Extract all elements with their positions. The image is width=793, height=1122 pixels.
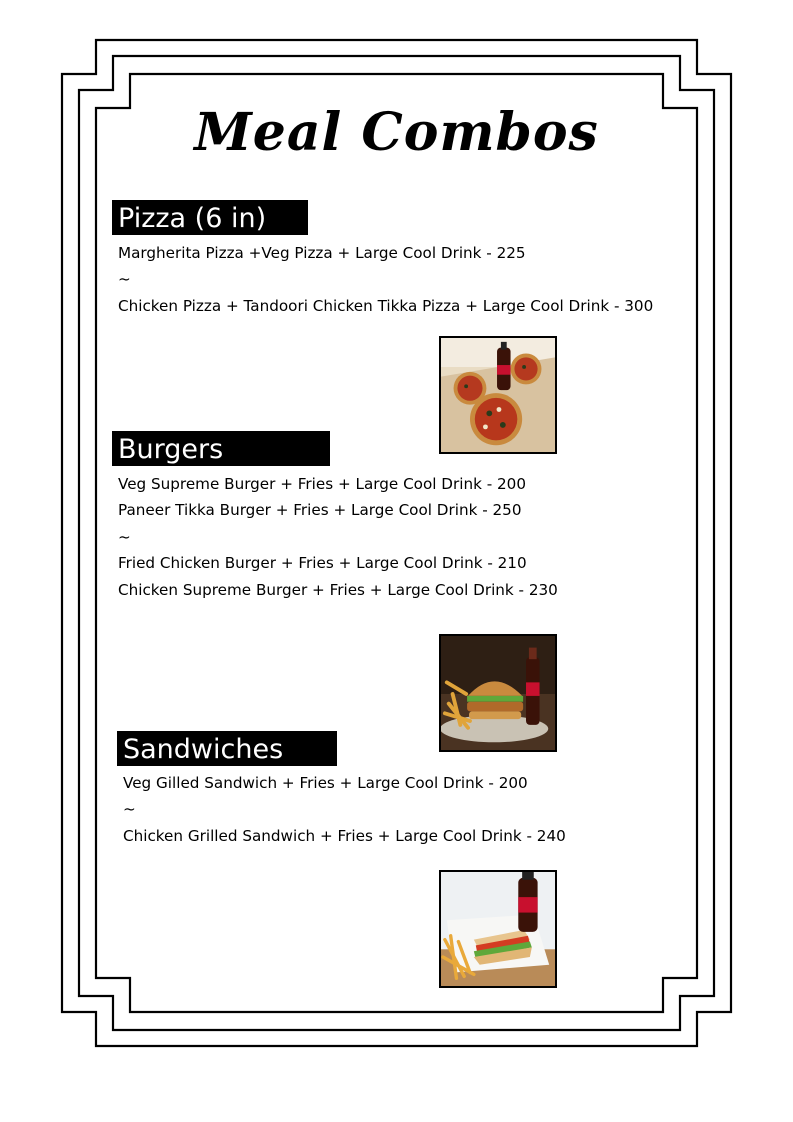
menu-item: Veg Supreme Burger + Fries + Large Cool Drink - 200 bbox=[118, 475, 527, 493]
menu-item: Veg Gilled Sandwich + Fries + Large Cool Drink - 200 bbox=[123, 774, 528, 792]
section-heading-burgers: Burgers bbox=[112, 431, 330, 466]
pizza-combo-photo bbox=[439, 336, 557, 454]
section-heading-pizza: Pizza (6 in) bbox=[112, 200, 308, 235]
menu-item: Margherita Pizza +Veg Pizza + Large Cool Drink - 225 bbox=[118, 244, 526, 262]
menu-separator: ~ bbox=[118, 270, 131, 288]
sandwich-combo-photo bbox=[439, 870, 557, 988]
burger-combo-photo bbox=[439, 634, 557, 752]
menu-separator: ~ bbox=[118, 528, 131, 546]
page-title: Meal Combos bbox=[194, 102, 599, 163]
menu-item: Chicken Grilled Sandwich + Fries + Large Cool Drink - 240 bbox=[123, 827, 566, 845]
menu-item: Paneer Tikka Burger + Fries + Large Cool Drink - 250 bbox=[118, 501, 522, 519]
menu-item: Chicken Pizza + Tandoori Chicken Tikka Pizza + Large Cool Drink - 300 bbox=[118, 297, 654, 315]
menu-separator: ~ bbox=[123, 800, 136, 818]
menu-item: Fried Chicken Burger + Fries + Large Cool Drink - 210 bbox=[118, 554, 527, 572]
section-heading-sandwiches: Sandwiches bbox=[117, 731, 337, 766]
menu-item: Chicken Supreme Burger + Fries + Large Cool Drink - 230 bbox=[118, 581, 558, 599]
